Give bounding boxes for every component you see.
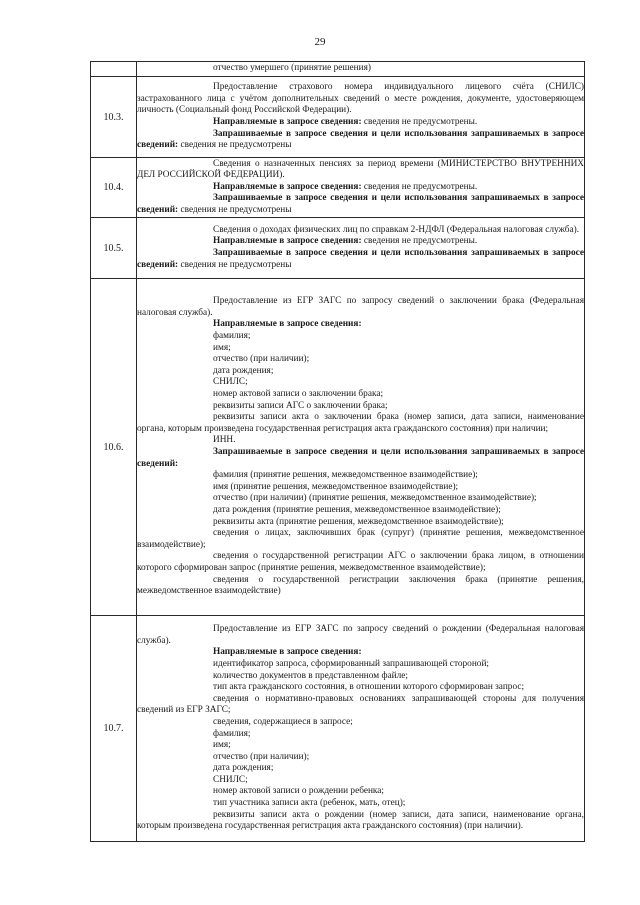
list-item: идентификатор запроса, сформированный запрашивающей стороной;: [213, 658, 490, 669]
row-number: 10.6.: [91, 279, 137, 616]
sent-value: сведения не предусмотрены.: [361, 236, 478, 247]
list-item: тип акта гражданского состояния, в отношении которого сформирован запрос;: [213, 682, 525, 693]
list-item: фамилия (принятие решения, межведомственное взаимодействие);: [213, 470, 478, 481]
row-description: Сведения о доходах физических лиц по справкам 2-НДФЛ (Федеральная налоговая служба).: [213, 224, 580, 235]
requested-value: сведения не предусмотрены: [178, 204, 292, 215]
row-content: [137, 279, 585, 616]
list-item: имя (принятие решения, межведомственное взаимодействие);: [213, 481, 459, 492]
sent-info: [137, 236, 584, 248]
row-description: Предоставление страхового номера индивидуального лицевого счёта (СНИЛС) застрахованного лица с учётом дополнительных сведений о месте рождения, документе, удостоверяющем личность (Социальный фонд Российской Федерации).: [137, 82, 584, 116]
table-row: [91, 62, 585, 77]
list-item: сведения о государственной регистрации заключения брака (принятие решения, межведомственное взаимодействие): [137, 574, 584, 597]
list-item: СНИЛС;: [213, 377, 248, 388]
row-description: Сведения о назначенных пенсиях за период времени (МИНИСТЕРСТВО ВНУТРЕННИХ ДЕЛ РОССИЙСКОЙ ФЕДЕРАЦИИ).: [137, 158, 584, 181]
row-number: 10.4.: [91, 158, 137, 218]
list-item: номер актовой записи о рождении ребенка;: [213, 786, 385, 797]
row-content: [137, 77, 585, 158]
row-number: 10.3.: [91, 77, 137, 158]
sent-label: Направляемые в запросе сведения:: [213, 117, 362, 127]
row-content: [137, 158, 585, 218]
list-item: имя;: [213, 740, 231, 751]
requested-info: [137, 248, 584, 271]
requested-value: сведения не предусмотрены: [178, 140, 292, 151]
sent-value: сведения не предусмотрены.: [361, 117, 478, 127]
sent-info: [137, 182, 584, 194]
row-number: [91, 62, 137, 77]
list-item: СНИЛС;: [213, 774, 248, 785]
list-item: реквизиты записи акта о заключении брака (номер записи, дата записи, наименование органа, которым произведена государственная регистрация акта гражданского состояния) при наличии;: [137, 412, 584, 434]
list-item: сведения, содержащиеся в запросе;: [213, 716, 353, 727]
row-content: [137, 62, 585, 77]
row-content: [137, 218, 585, 279]
list-item: дата рождения;: [213, 763, 274, 774]
list-item: реквизиты акта (принятие решения, межведомственное взаимодействие);: [213, 516, 504, 527]
table-row: [91, 616, 585, 842]
row-description: Предоставление из ЕГР ЗАГС по запросу сведений о заключении брака (Федеральная налоговая служба).: [137, 296, 584, 318]
list-item: тип участника записи акта (ребенок, мать, отец);: [213, 798, 406, 809]
requested-label: Запрашиваемые в запросе сведения и цели использования запрашиваемых в запросе сведений:: [137, 447, 584, 469]
list-item: сведения о лицах, заключивших брак (супруг) (принятие решения, межведомственное взаимодействие);: [137, 528, 584, 550]
sent-label: Направляемые в запросе сведения:: [213, 181, 362, 192]
table-row: [91, 218, 585, 279]
requested-info: [137, 129, 584, 152]
table-row: [91, 158, 585, 218]
table-row: [91, 279, 585, 616]
list-item: отчество (при наличии);: [213, 354, 310, 365]
row-description: Предоставление из ЕГР ЗАГС по запросу сведений о рождении (Федеральная налоговая служба).: [137, 624, 584, 646]
list-item: количество документов в представленном файле;: [213, 670, 408, 681]
row-number: 10.5.: [91, 218, 137, 279]
requested-label: Запрашиваемые в запросе сведения и цели использования запрашиваемых в запросе сведений:: [137, 128, 584, 151]
list-item: фамилия;: [213, 331, 251, 342]
list-item: сведения о государственной регистрации АГС о заключении брака лицом, в отношении которого сформирован запрос (принятие решения, межведомственное взаимодействие);: [137, 551, 584, 573]
requirements-table: [90, 61, 585, 842]
row-content: [137, 616, 585, 842]
list-item: сведения о нормативно-правовых основаниях запрашивающей стороны для получения сведений из ЕГР ЗАГС;: [137, 693, 584, 716]
sent-label: Направляемые в запросе сведения:: [213, 236, 362, 247]
requested-info: [137, 193, 584, 216]
list-item: номер актовой записи о заключении брака;: [213, 389, 384, 400]
list-item: ИНН.: [213, 435, 236, 446]
list-item: дата рождения (принятие решения, межведомственное взаимодействие);: [213, 504, 501, 515]
sent-info: [137, 117, 584, 129]
sent-label: Направляемые в запросе сведения:: [213, 319, 362, 330]
list-item: фамилия;: [213, 728, 251, 739]
requested-value: сведения не предусмотрены: [178, 259, 292, 270]
continuation-text: отчество умершего (принятие решения): [213, 63, 371, 74]
table-row: [91, 77, 585, 158]
row-number: 10.7.: [91, 616, 137, 842]
list-item: отчество (при наличии) (принятие решения, межведомственное взаимодействие);: [213, 493, 537, 504]
list-item: отчество (при наличии);: [213, 751, 310, 762]
list-item: реквизиты записи акта о рождении (номер записи, дата записи, наименование органа, которым произведена государственная регистрация акта гражданского состояния) (при наличии).: [137, 809, 584, 832]
requested-label: Запрашиваемые в запросе сведения и цели использования запрашиваемых в запросе сведений:: [137, 248, 584, 270]
list-item: имя;: [213, 342, 231, 353]
page-number: 29: [314, 36, 326, 48]
sent-value: сведения не предусмотрены.: [361, 181, 478, 192]
sent-label: Направляемые в запросе сведения:: [213, 647, 362, 658]
list-item: дата рождения;: [213, 365, 274, 376]
requested-label: Запрашиваемые в запросе сведения и цели использования запрашиваемых в запросе сведений:: [137, 193, 584, 215]
list-item: реквизиты записи АГС о заключении брака;: [213, 400, 388, 411]
